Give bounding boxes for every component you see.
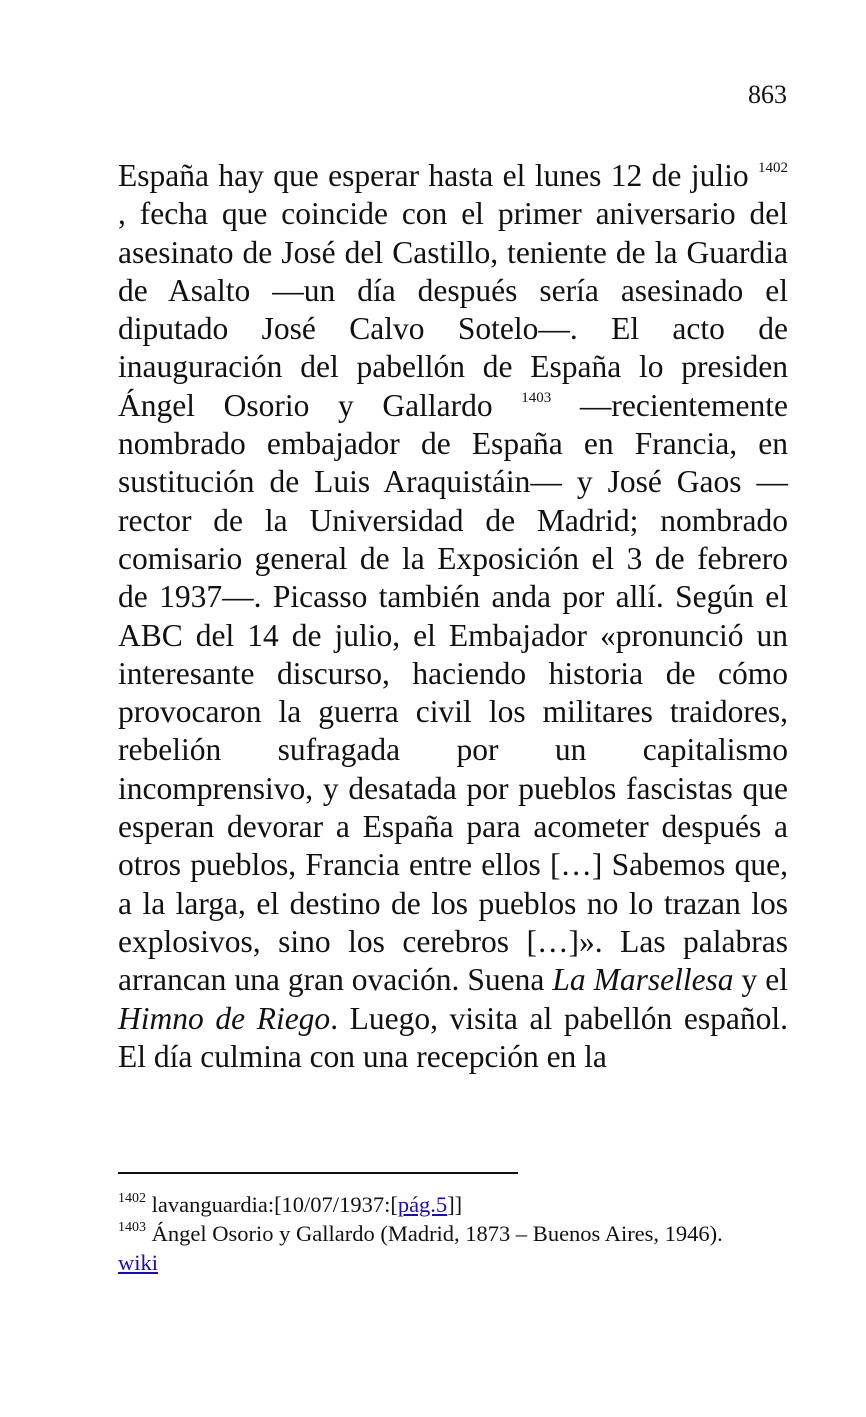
body-segment: . Luego, visita al pabellón español. El día culmina con una recepción en la	[118, 1000, 788, 1074]
footnotes	[118, 1190, 788, 1277]
body-segment: —recientemente nombrado embajador de España en Francia, en sustitución de Luis Araquistáin— y José Gaos —rector de la Universidad de Madrid; nombrado comisario general de la Exposición el 3 de febrero de 1937—. Picasso también anda por allí. Según el ABC del 14 de julio, el Embajador «pronunció un interesante discurso, haciendo historia de cómo provocaron la guerra civil los militares traidores, rebelión sufragada por un capitalismo incomprensivo, y desatada por pueblos fascistas que esperan devorar a España para acometer después a otros pueblos, Francia entre ellos […] Sabemos que, a la larga, el destino de los pueblos no lo trazan los explosivos, sino los cerebros […]». Las palabras arrancan una gran ovación. Suena	[118, 387, 789, 998]
footnote-link-pag5[interactable]: pág.5	[397, 1192, 448, 1217]
footnote-separator	[118, 1172, 518, 1174]
footnote-link-wiki[interactable]: wiki	[118, 1250, 159, 1275]
footnote-number: 1403	[118, 1220, 146, 1235]
body-segment: , fecha que coincide con el primer aniversario del asesinato de José del Castillo, teniente de la Guardia de Asalto —un día después sería asesinado el diputado José Calvo Sotelo—. El acto de inauguración del pabellón de España lo presiden Ángel Osorio y Gallardo	[118, 196, 788, 423]
footnote-ref-1402[interactable]: 1402	[758, 160, 788, 176]
body-segment: España hay que esperar hasta el lunes 12 de julio	[118, 158, 749, 193]
footnote-text: Ángel Osorio y Gallardo (Madrid, 1873 – Buenos Aires, 1946).	[151, 1221, 723, 1246]
page-number: 863	[748, 80, 787, 109]
body-segment: y el	[741, 962, 789, 998]
footnote-1403-link-line	[118, 1248, 788, 1277]
italic-title-marsellesa: La Marsellesa	[552, 962, 734, 998]
footnote-number: 1402	[118, 1191, 146, 1206]
italic-title-himno: Himno de Riego	[118, 1000, 331, 1036]
body-text	[118, 157, 788, 1076]
footnote-ref-1403[interactable]: 1403	[521, 389, 552, 406]
footnote-text: lavanguardia:[10/07/1937:[	[151, 1192, 398, 1217]
footnote-text: ]]	[447, 1192, 463, 1217]
footnote-1403	[118, 1219, 788, 1248]
body-paragraph	[118, 157, 788, 1076]
footnote-1402	[118, 1190, 788, 1219]
